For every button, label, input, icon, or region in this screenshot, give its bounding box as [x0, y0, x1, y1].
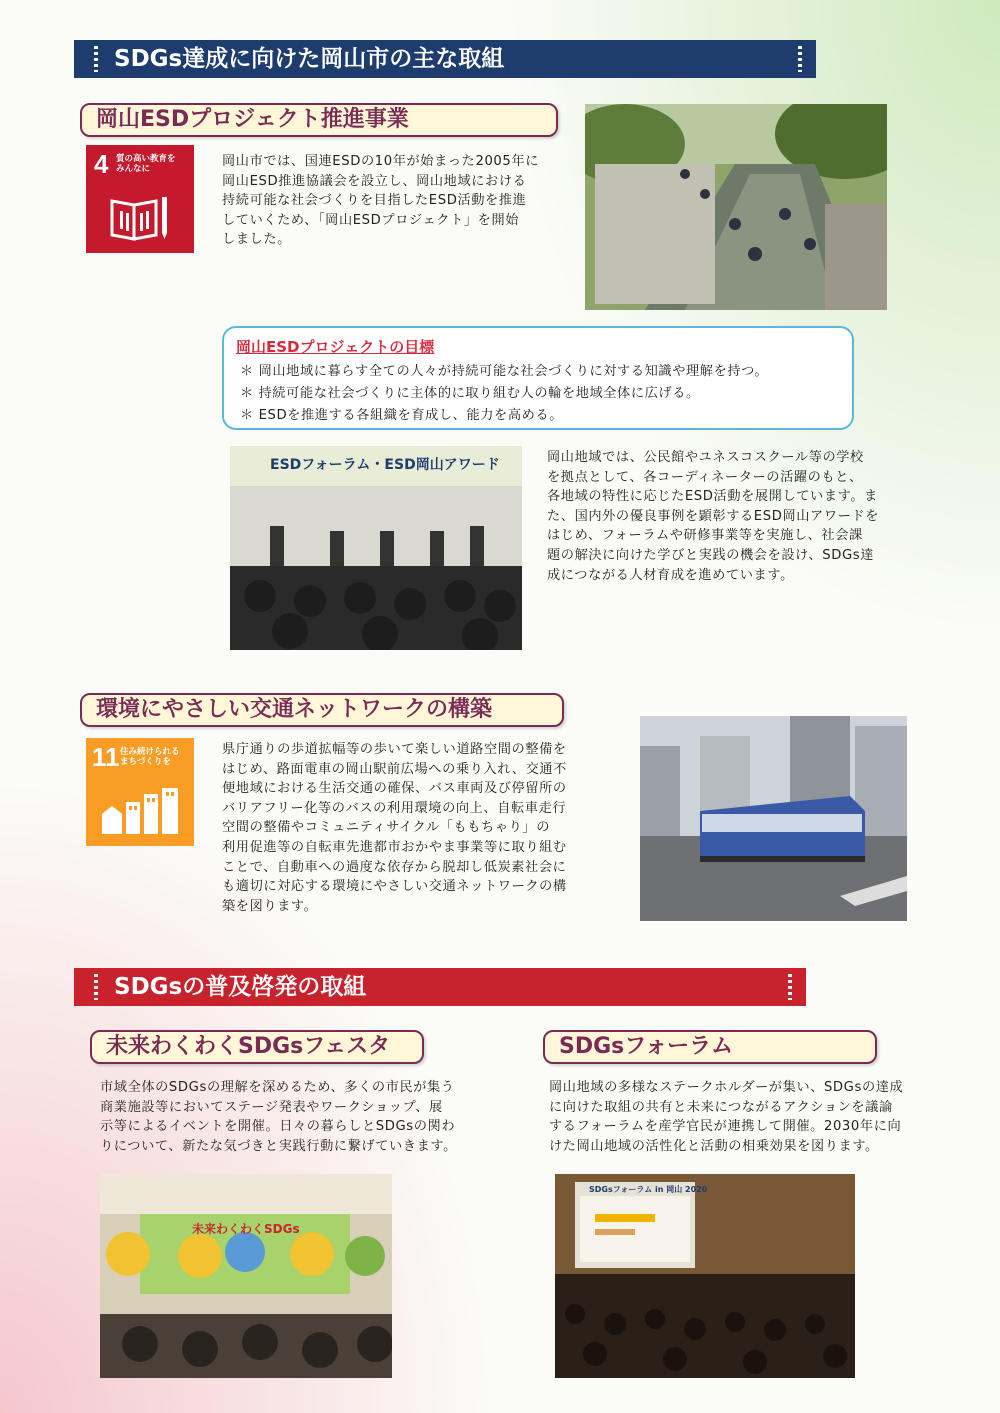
text-line: するフォーラムを産学官民が連携して開催。2030年に向: [549, 1119, 902, 1135]
goal-item: ＊ ESDを推進する各組織を育成し、能力を高める。: [240, 408, 563, 423]
section-header-sdgs-promotion: [74, 968, 806, 1006]
text-line: りについて、新たな気づきと実践行動に繋げていきます。: [100, 1138, 457, 1154]
text-line: 持続可能な社会づくりを目指したESD活動を推進: [222, 193, 527, 209]
city-buildings-icon: [100, 784, 182, 836]
text-line: 空間の整備やコミュニティサイクル「ももちゃり」の: [222, 820, 550, 836]
text-line: 岡山ESD推進協議会を設立し、岡山地域における: [222, 173, 527, 189]
text-line: 利用促進等の自転車先進都市おかやま事業等に取り組む: [222, 839, 567, 855]
river-activity-photo: [585, 104, 887, 310]
text-line: 示等によるイベントを開催。日々の暮らしとSDGsの関わ: [100, 1119, 456, 1135]
esd-forum-photo: [230, 446, 522, 650]
text-line: はじめ、フォーラムや研修事業等を実施し、社会課: [547, 528, 863, 544]
text-line: 岡山地域の多様なステークホルダーが集い、SDGsの達成: [549, 1080, 904, 1095]
text-line: 築を図ります。: [222, 898, 318, 914]
festa-text: [100, 1078, 520, 1156]
goal-item: ＊ 持続可能な社会づくりに主体的に取り組む人の輪を地域全体に広げる。: [240, 386, 700, 401]
text-line: バリアフリー化等のバスの利用環境の向上、自転車走行: [222, 800, 567, 816]
text-line: 商業施設等においてステージ発表やワークショップ、展: [100, 1099, 443, 1115]
goals-title: 岡山ESDプロジェクトの目標: [236, 338, 435, 356]
text-line: 岡山市では、国連ESDの10年が始まった2005年に: [222, 154, 539, 169]
dotted-line-decoration: [798, 46, 802, 72]
goal-item: ＊ 岡山地域に暮らす全ての人々が持続可能な社会づくりに対する知識や理解を持つ。: [240, 364, 769, 379]
text-line: 市域全体のSDGsの理解を深めるため、多くの市民が集う: [100, 1080, 455, 1095]
transport-text: [222, 740, 622, 916]
book-pencil-icon: [108, 195, 172, 241]
esd-activity-text: [547, 448, 907, 585]
text-line: しました。: [222, 232, 291, 248]
dotted-line-decoration: [94, 974, 98, 1000]
esd-goals-box: [222, 326, 854, 430]
festa-photo-banner: 未来わくわくSDGs: [192, 1222, 300, 1236]
sdgs-forum-heading: SDGsフォーラム: [543, 1030, 877, 1064]
sdg-number: 11: [92, 742, 120, 772]
text-line: 岡山地域では、公民館やユネスコスクール等の学校: [547, 450, 864, 465]
sdg-number: 4: [94, 149, 109, 179]
forum-text: [549, 1078, 949, 1156]
sdg-label: 住み続けられる まちづくりを: [120, 747, 180, 767]
sdgs-festa-photo: [100, 1174, 392, 1378]
forum-banner: [230, 446, 522, 486]
transport-network-heading: 環境にやさしい交通ネットワークの構築: [80, 693, 564, 727]
text-line: けた岡山地域の活性化と活動の相乗効果を図ります。: [549, 1138, 879, 1154]
forum-screen-title: SDGsフォーラム in 岡山 2020: [589, 1185, 708, 1194]
forum-banner-text: ESDフォーラム・ESD岡山アワード: [270, 457, 500, 473]
sdg-goal-11-icon: [86, 738, 194, 846]
text-line: に向けた取組の共有と未来につながるアクションを議論: [549, 1099, 893, 1115]
text-line: 成につながる人材育成を進めています。: [547, 567, 794, 583]
section-header-main-initiatives: [74, 40, 816, 78]
text-line: た、国内外の優良事例を顕彰するESD岡山アワードを: [547, 508, 879, 524]
text-line: していくため、「岡山ESDプロジェクト」を開始: [222, 212, 520, 228]
section-title: SDGsの普及啓発の取組: [114, 974, 367, 1000]
dotted-line-decoration: [94, 46, 98, 72]
esd-project-heading: 岡山ESDプロジェクト推進事業: [80, 103, 558, 137]
section-title: SDGs達成に向けた岡山市の主な取組: [114, 46, 505, 72]
text-line: 各地域の特性に応じたESD活動を展開しています。ま: [547, 489, 878, 505]
sdg-goal-4-icon: [86, 145, 194, 253]
tram-photo: [640, 716, 907, 921]
text-line: 題の解決に向けた学びと実践の機会を設け、SDGs達: [547, 547, 875, 563]
text-line: も適切に対応する環境にやさしい交通ネットワークの構: [222, 879, 567, 895]
sdg-label: 質の高い教育を みんなに: [116, 154, 176, 174]
text-line: 県庁通りの歩道拡幅等の歩いて楽しい道路空間の整備を: [222, 742, 567, 757]
dotted-line-decoration: [788, 974, 792, 1000]
text-line: 便地域における生活交通の確保、バス車両及び停留所の: [222, 781, 567, 797]
sdgs-forum-photo: [555, 1174, 855, 1378]
esd-intro-text: [222, 152, 572, 250]
text-line: はじめ、路面電車の岡山駅前広場への乗り入れ、交通不: [222, 761, 567, 777]
text-line: ことで、自動車への過度な依存から脱却し低炭素社会に: [222, 859, 567, 875]
sdgs-festa-heading: 未来わくわくSDGsフェスタ: [90, 1030, 424, 1064]
text-line: を拠点として、各コーディネーターの活躍のもと、: [547, 469, 863, 485]
